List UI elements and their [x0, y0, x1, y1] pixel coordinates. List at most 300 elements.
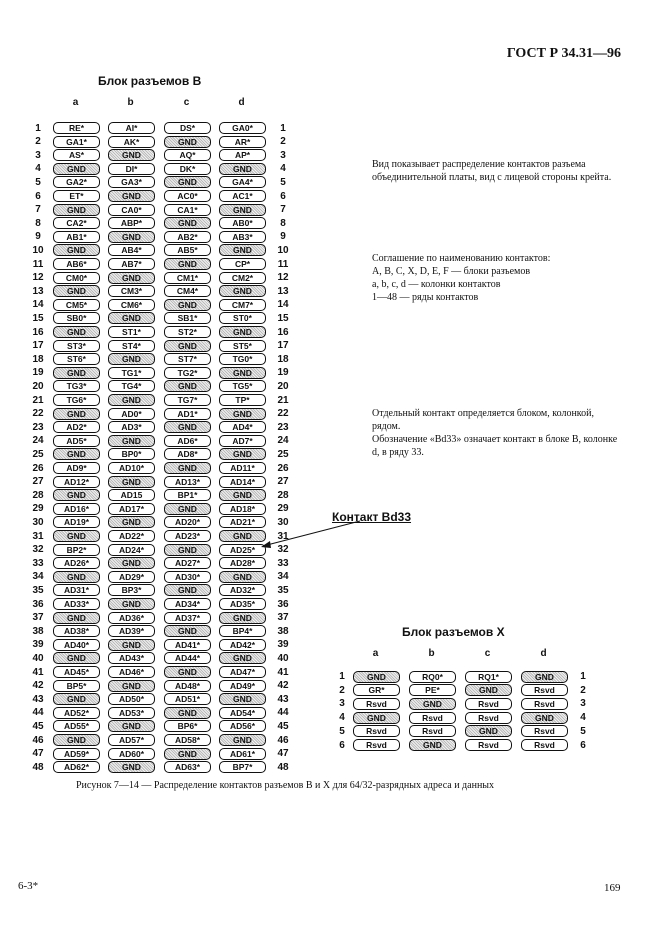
block-b-pin: GA2*: [53, 176, 100, 188]
block-b-pin: GND: [219, 163, 266, 175]
block-b-pin: AD8*: [164, 448, 211, 460]
block-b-pin: AD56*: [219, 720, 266, 732]
block-b-pin: TG0*: [219, 353, 266, 365]
block-b-pin: GND: [53, 571, 100, 583]
block-x-pin: PE*: [409, 684, 456, 696]
block-b-pin: GND: [108, 190, 155, 202]
block-b-pin: TG6*: [53, 394, 100, 406]
block-b-pin: AD26*: [53, 557, 100, 569]
block-b-pin: DI*: [108, 163, 155, 175]
block-b-pin: GND: [53, 530, 100, 542]
block-b-pin: AD52*: [53, 707, 100, 719]
block-b-pin: AD9*: [53, 462, 100, 474]
block-b-pin: GND: [108, 435, 155, 447]
block-b-pin: AS*: [53, 149, 100, 161]
block-b-row-number-right: 7: [280, 204, 286, 216]
block-b-pin: BP1*: [164, 489, 211, 501]
block-b-pin: SB1*: [164, 312, 211, 324]
block-b-pin: GND: [53, 285, 100, 297]
block-b-pin: BP7*: [219, 761, 266, 773]
block-x-pin: Rsvd: [465, 712, 512, 724]
block-b-row-number-right: 38: [277, 625, 289, 637]
block-b-pin: GND: [53, 244, 100, 256]
block-b-pin: AD27*: [164, 557, 211, 569]
block-b-pin: AD30*: [164, 571, 211, 583]
block-b-row-number-right: 6: [280, 190, 286, 202]
block-b-pin: AI*: [108, 122, 155, 134]
block-x-pin: Rsvd: [409, 725, 456, 737]
block-b-row-number-left: 9: [35, 231, 41, 243]
block-b-pin: GND: [219, 326, 266, 338]
block-x-pin: GND: [465, 725, 512, 737]
block-b-pin: GND: [53, 693, 100, 705]
block-b-pin: AD38*: [53, 625, 100, 637]
block-b-row-number-left: 18: [32, 353, 44, 365]
block-b-pin: AD29*: [108, 571, 155, 583]
block-b-pin: GND: [53, 367, 100, 379]
block-b-pin: AD60*: [108, 748, 155, 760]
block-b-row-number-right: 2: [280, 136, 286, 148]
block-b-pin: AC0*: [164, 190, 211, 202]
block-b-row-number-left: 45: [32, 720, 44, 732]
block-b-row-number-left: 43: [32, 693, 44, 705]
block-b-pin: AD39*: [108, 625, 155, 637]
block-b-pin: CM1*: [164, 272, 211, 284]
block-b-row-number-right: 29: [277, 503, 289, 515]
block-b-pin: GND: [53, 326, 100, 338]
block-b-row-number-left: 8: [35, 217, 41, 229]
block-x-row-number-left: 1: [339, 671, 345, 682]
block-b-pin: TG4*: [108, 380, 155, 392]
block-x-pin: Rsvd: [465, 739, 512, 751]
block-b-pin: CA2*: [53, 217, 100, 229]
block-b-pin: GND: [164, 340, 211, 352]
block-b-column-header: b: [127, 97, 134, 108]
block-b-pin: GND: [108, 639, 155, 651]
block-b-pin: BP4*: [219, 625, 266, 637]
block-b-row-number-right: 44: [277, 707, 289, 719]
block-b-row-number-left: 13: [32, 285, 44, 297]
block-x-row-number-left: 4: [339, 712, 345, 724]
block-b-row-number-right: 45: [277, 720, 289, 732]
block-x-row-number-right: 3: [580, 698, 586, 710]
block-b-pin: CM4*: [164, 285, 211, 297]
block-x-pin: GND: [465, 684, 512, 696]
block-b-row-number-right: 1: [280, 122, 286, 134]
block-b-pin: AB4*: [108, 244, 155, 256]
block-x-pin: GR*: [353, 684, 400, 696]
block-b-pin: GND: [108, 680, 155, 692]
block-b-pin: GND: [164, 136, 211, 148]
block-b-row-number-right: 14: [277, 299, 289, 311]
block-b-row-number-right: 19: [277, 367, 289, 379]
block-b-pin: AD62*: [53, 761, 100, 773]
block-b-pin: GND: [164, 625, 211, 637]
block-x-row-number-left: 3: [339, 698, 345, 710]
block-b-row-number-left: 11: [32, 258, 44, 270]
block-b-row-number-left: 33: [32, 557, 44, 569]
block-b-row-number-right: 34: [277, 571, 289, 583]
block-b-row-number-left: 35: [32, 584, 44, 596]
block-x-pin: GND: [409, 739, 456, 751]
block-b-pin: GA0*: [219, 122, 266, 134]
block-x-column-header: b: [428, 648, 435, 659]
block-b-pin: GND: [108, 394, 155, 406]
block-b-pin: GND: [108, 476, 155, 488]
block-b-pin: CM6*: [108, 299, 155, 311]
block-x-pin: GND: [521, 671, 568, 683]
block-b-pin: GND: [219, 489, 266, 501]
block-b-pin: GND: [164, 258, 211, 270]
block-b-pin: AD16*: [53, 503, 100, 515]
block-b-pin: AD46*: [108, 666, 155, 678]
block-b-pin: GA4*: [219, 176, 266, 188]
block-x-pin: Rsvd: [521, 698, 568, 710]
block-x-pin: GND: [409, 698, 456, 710]
block-x-row-number-left: 2: [339, 684, 345, 696]
block-b-pin: AD51*: [164, 693, 211, 705]
block-b-pin: GND: [219, 571, 266, 583]
block-x-pin: GND: [521, 712, 568, 724]
block-b-pin: GND: [108, 231, 155, 243]
block-b-pin: BP2*: [53, 544, 100, 556]
figure-caption: Рисунок 7—14 — Распределение контактов разъемов В и Х для 64/32-разрядных адреса и данных: [76, 780, 495, 791]
block-b-row-number-right: 33: [277, 557, 289, 569]
block-b-pin: GND: [219, 244, 266, 256]
block-b-pin: AD23*: [164, 530, 211, 542]
block-b-row-number-right: 28: [277, 489, 289, 501]
block-b-row-number-right: 42: [277, 680, 289, 692]
block-b-row-number-left: 24: [32, 435, 44, 447]
block-b-pin: AD34*: [164, 598, 211, 610]
block-b-pin: TP*: [219, 394, 266, 406]
block-b-pin: TG7*: [164, 394, 211, 406]
block-b-row-number-right: 8: [280, 217, 286, 229]
block-b-pin: AD32*: [219, 584, 266, 596]
block-b-pin: GND: [53, 204, 100, 216]
block-b-pin: AD18*: [219, 503, 266, 515]
block-x-row-number-right: 1: [580, 671, 586, 682]
block-b-row-number-right: 16: [277, 326, 289, 338]
block-b-pin: GND: [219, 367, 266, 379]
block-b-row-number-right: 48: [277, 761, 289, 773]
block-b-row-number-left: 47: [32, 748, 44, 760]
block-b-pin: TG1*: [108, 367, 155, 379]
block-b-pin: GND: [108, 598, 155, 610]
block-b-pin: GND: [108, 720, 155, 732]
block-b-pin: GND: [164, 707, 211, 719]
block-b-row-number-right: 46: [277, 734, 289, 746]
block-b-pin: BP6*: [164, 720, 211, 732]
block-x-pin: Rsvd: [465, 698, 512, 710]
block-b-pin: GA1*: [53, 136, 100, 148]
block-b-pin: AD20*: [164, 516, 211, 528]
block-b-pin: TG2*: [164, 367, 211, 379]
block-b-pin: CA1*: [164, 204, 211, 216]
block-b-pin: GND: [164, 421, 211, 433]
block-b-pin: GND: [219, 652, 266, 664]
block-b-pin: AD0*: [108, 408, 155, 420]
block-b-pin: ABP*: [108, 217, 155, 229]
block-b-pin: ST5*: [219, 340, 266, 352]
block-b-pin: DK*: [164, 163, 211, 175]
block-b-row-number-left: 40: [32, 652, 44, 664]
note-contact-designation: Отдельный контакт определяется блоком, колонкой, рядом. Обозначение «Bd33» означает контакт в блоке В, колонке d, в ряду 33.: [372, 408, 618, 458]
block-b-row-number-right: 24: [277, 435, 289, 447]
block-b-row-number-left: 6: [35, 190, 41, 202]
block-x-pin: Rsvd: [353, 739, 400, 751]
block-b-pin: AD58*: [164, 734, 211, 746]
block-b-row-number-left: 25: [32, 448, 44, 460]
block-b-row-number-right: 40: [277, 652, 289, 664]
block-x-pin: GND: [353, 712, 400, 724]
block-b-row-number-right: 12: [277, 272, 289, 284]
block-b-pin: GND: [164, 584, 211, 596]
block-x-pin: Rsvd: [353, 698, 400, 710]
block-b-pin: DS*: [164, 122, 211, 134]
block-b-row-number-right: 3: [280, 149, 286, 161]
block-b-title: Блок разъемов В: [98, 74, 202, 88]
block-b-row-number-left: 26: [32, 462, 44, 474]
block-b-pin: BP0*: [108, 448, 155, 460]
block-b-pin: AD33*: [53, 598, 100, 610]
block-b-pin: ST7*: [164, 353, 211, 365]
block-b-row-number-left: 36: [32, 598, 44, 610]
block-b-row-number-right: 15: [277, 312, 289, 324]
block-b-row-number-left: 34: [32, 571, 44, 583]
block-b-pin: AD14*: [219, 476, 266, 488]
block-b-row-number-right: 11: [277, 258, 289, 270]
block-b-pin: AD22*: [108, 530, 155, 542]
block-b-pin: ST4*: [108, 340, 155, 352]
block-b-pin: AB5*: [164, 244, 211, 256]
block-x-title: Блок разъемов Х: [402, 625, 505, 639]
block-b-pin: AK*: [108, 136, 155, 148]
block-b-pin: CM5*: [53, 299, 100, 311]
block-b-row-number-right: 25: [277, 448, 289, 460]
block-b-row-number-left: 20: [32, 380, 44, 392]
block-b-pin: AD3*: [108, 421, 155, 433]
block-b-pin: AB2*: [164, 231, 211, 243]
block-b-pin: AD59*: [53, 748, 100, 760]
block-b-row-number-left: 15: [32, 312, 44, 324]
block-b-pin: GND: [108, 557, 155, 569]
block-b-row-number-left: 48: [32, 761, 44, 773]
block-b-pin: GND: [164, 380, 211, 392]
block-b-row-number-right: 5: [280, 176, 286, 188]
block-b-pin: ST6*: [53, 353, 100, 365]
block-b-pin: AD57*: [108, 734, 155, 746]
block-x-pin: Rsvd: [353, 725, 400, 737]
block-b-row-number-left: 28: [32, 489, 44, 501]
block-b-row-number-left: 19: [32, 367, 44, 379]
block-b-pin: AD19*: [53, 516, 100, 528]
block-b-row-number-right: 32: [277, 544, 289, 556]
block-b-row-number-right: 47: [277, 748, 289, 760]
block-b-pin: ST3*: [53, 340, 100, 352]
page-number: 169: [604, 882, 621, 894]
block-b-pin: SB0*: [53, 312, 100, 324]
footer-left: 6-3*: [18, 880, 39, 892]
block-b-pin: AB7*: [108, 258, 155, 270]
block-b-row-number-right: 21: [277, 394, 289, 406]
block-b-pin: GND: [219, 734, 266, 746]
block-x-column-header: a: [372, 648, 379, 659]
block-b-pin: GND: [108, 272, 155, 284]
block-b-pin: AD36*: [108, 612, 155, 624]
block-b-row-number-left: 22: [32, 408, 44, 420]
block-b-row-number-right: 35: [277, 584, 289, 596]
block-b-row-number-left: 30: [32, 516, 44, 528]
block-b-row-number-left: 4: [35, 163, 41, 175]
block-b-pin: GND: [53, 448, 100, 460]
block-b-row-number-left: 23: [32, 421, 44, 433]
block-b-pin: GND: [164, 544, 211, 556]
block-b-column-header: c: [183, 97, 190, 108]
block-b-pin: AD61*: [219, 748, 266, 760]
block-b-pin: AD54*: [219, 707, 266, 719]
block-b-row-number-left: 31: [32, 530, 44, 542]
block-b-pin: AB1*: [53, 231, 100, 243]
block-b-pin: GND: [108, 149, 155, 161]
block-b-row-number-left: 7: [35, 204, 41, 216]
block-b-pin: GND: [164, 748, 211, 760]
block-b-pin: GND: [164, 176, 211, 188]
block-b-row-number-right: 18: [277, 353, 289, 365]
block-b-row-number-right: 43: [277, 693, 289, 705]
block-b-pin: BP3*: [108, 584, 155, 596]
block-x-pin: Rsvd: [521, 739, 568, 751]
block-b-pin: GND: [53, 612, 100, 624]
block-x-pin: RQ0*: [409, 671, 456, 683]
block-b-pin: RE*: [53, 122, 100, 134]
block-b-pin: AD28*: [219, 557, 266, 569]
block-b-pin: BP5*: [53, 680, 100, 692]
block-b-pin: AD45*: [53, 666, 100, 678]
block-b-pin: AD44*: [164, 652, 211, 664]
block-x-row-number-right: 6: [580, 739, 586, 751]
block-b-row-number-right: 26: [277, 462, 289, 474]
block-b-row-number-right: 23: [277, 421, 289, 433]
block-b-pin: CA0*: [108, 204, 155, 216]
block-b-pin: AD43*: [108, 652, 155, 664]
block-b-pin: GND: [219, 612, 266, 624]
block-b-pin: ST2*: [164, 326, 211, 338]
block-b-pin: AD5*: [53, 435, 100, 447]
block-b-pin: GND: [53, 652, 100, 664]
block-b-pin: GA3*: [108, 176, 155, 188]
block-b-column-header: d: [238, 97, 245, 108]
block-b-row-number-right: 31: [277, 530, 289, 542]
block-b-row-number-right: 22: [277, 408, 289, 420]
block-b-pin: AD55*: [53, 720, 100, 732]
block-b-pin: AD50*: [108, 693, 155, 705]
block-b-row-number-right: 9: [280, 231, 286, 243]
block-x-row-number-right: 4: [580, 712, 586, 724]
block-b-row-number-right: 20: [277, 380, 289, 392]
block-x-pin: Rsvd: [521, 725, 568, 737]
block-b-pin: ET*: [53, 190, 100, 202]
block-b-pin: GND: [53, 408, 100, 420]
block-b-pin: AD7*: [219, 435, 266, 447]
block-b-pin: GND: [219, 408, 266, 420]
contact-callout-label: Контакт Bd33: [332, 510, 412, 524]
block-b-pin: AD63*: [164, 761, 211, 773]
block-b-pin: TG3*: [53, 380, 100, 392]
block-b-row-number-left: 3: [35, 149, 41, 161]
note-view: Вид показывает распределение контактов разъема объединительной платы, вид с лицевой стороны крейта.: [372, 159, 612, 183]
block-b-row-number-left: 5: [35, 176, 41, 188]
block-b-pin: CM7*: [219, 299, 266, 311]
block-x-pin: GND: [353, 671, 400, 683]
block-b-pin: GND: [164, 462, 211, 474]
block-b-row-number-left: 21: [32, 394, 44, 406]
block-b-row-number-right: 41: [277, 666, 289, 678]
block-b-row-number-left: 2: [35, 136, 41, 148]
block-b-row-number-left: 17: [32, 340, 44, 352]
block-b-row-number-left: 32: [32, 544, 44, 556]
block-b-column-header: a: [72, 97, 79, 108]
block-b-pin: GND: [164, 217, 211, 229]
block-b-pin: AD1*: [164, 408, 211, 420]
block-b-pin: AB0*: [219, 217, 266, 229]
block-x-row-number-left: 6: [339, 739, 345, 751]
block-b-pin: GND: [164, 503, 211, 515]
block-b-pin: GND: [53, 163, 100, 175]
block-b-pin: AD48*: [164, 680, 211, 692]
block-b-pin: CM3*: [108, 285, 155, 297]
block-b-row-number-left: 1: [35, 122, 41, 134]
block-b-pin: CP*: [219, 258, 266, 270]
block-b-pin: GND: [219, 448, 266, 460]
block-b-row-number-right: 36: [277, 598, 289, 610]
note-naming: Соглашение по наименованию контактов: A, B, C, X, D, E, F — блоки разъемов a, b, c, d — колонки контактов 1—48 — ряды контактов: [372, 253, 551, 303]
block-x-row-number-left: 5: [339, 725, 345, 737]
block-b-row-number-left: 46: [32, 734, 44, 746]
block-b-pin: AD11*: [219, 462, 266, 474]
block-b-row-number-right: 27: [277, 476, 289, 488]
block-x-pin: RQ1*: [465, 671, 512, 683]
block-b-pin: AD49*: [219, 680, 266, 692]
block-x-pin: Rsvd: [521, 684, 568, 696]
block-b-pin: GND: [164, 666, 211, 678]
block-b-pin: AD13*: [164, 476, 211, 488]
block-x-pin: Rsvd: [409, 712, 456, 724]
block-b-pin: AP*: [219, 149, 266, 161]
block-b-row-number-left: 29: [32, 503, 44, 515]
block-b-row-number-right: 4: [280, 163, 286, 175]
block-b-pin: AD41*: [164, 639, 211, 651]
block-b-row-number-left: 44: [32, 707, 44, 719]
block-b-pin: AD31*: [53, 584, 100, 596]
block-x-column-header: c: [484, 648, 491, 659]
block-b-pin: GND: [219, 530, 266, 542]
document-header: ГОСТ Р 34.31—96: [506, 46, 621, 61]
block-b-pin: AB3*: [219, 231, 266, 243]
block-b-pin: AD40*: [53, 639, 100, 651]
block-b-pin: ST0*: [219, 312, 266, 324]
block-b-row-number-right: 37: [277, 612, 289, 624]
block-b-pin: GND: [219, 285, 266, 297]
block-x-column-header: d: [540, 648, 547, 659]
block-b-pin: AD12*: [53, 476, 100, 488]
block-b-pin: AD37*: [164, 612, 211, 624]
block-b-pin: AR*: [219, 136, 266, 148]
block-b-row-number-left: 38: [32, 625, 44, 637]
block-b-row-number-left: 16: [32, 326, 44, 338]
block-b-pin: AC1*: [219, 190, 266, 202]
block-b-pin: AD6*: [164, 435, 211, 447]
